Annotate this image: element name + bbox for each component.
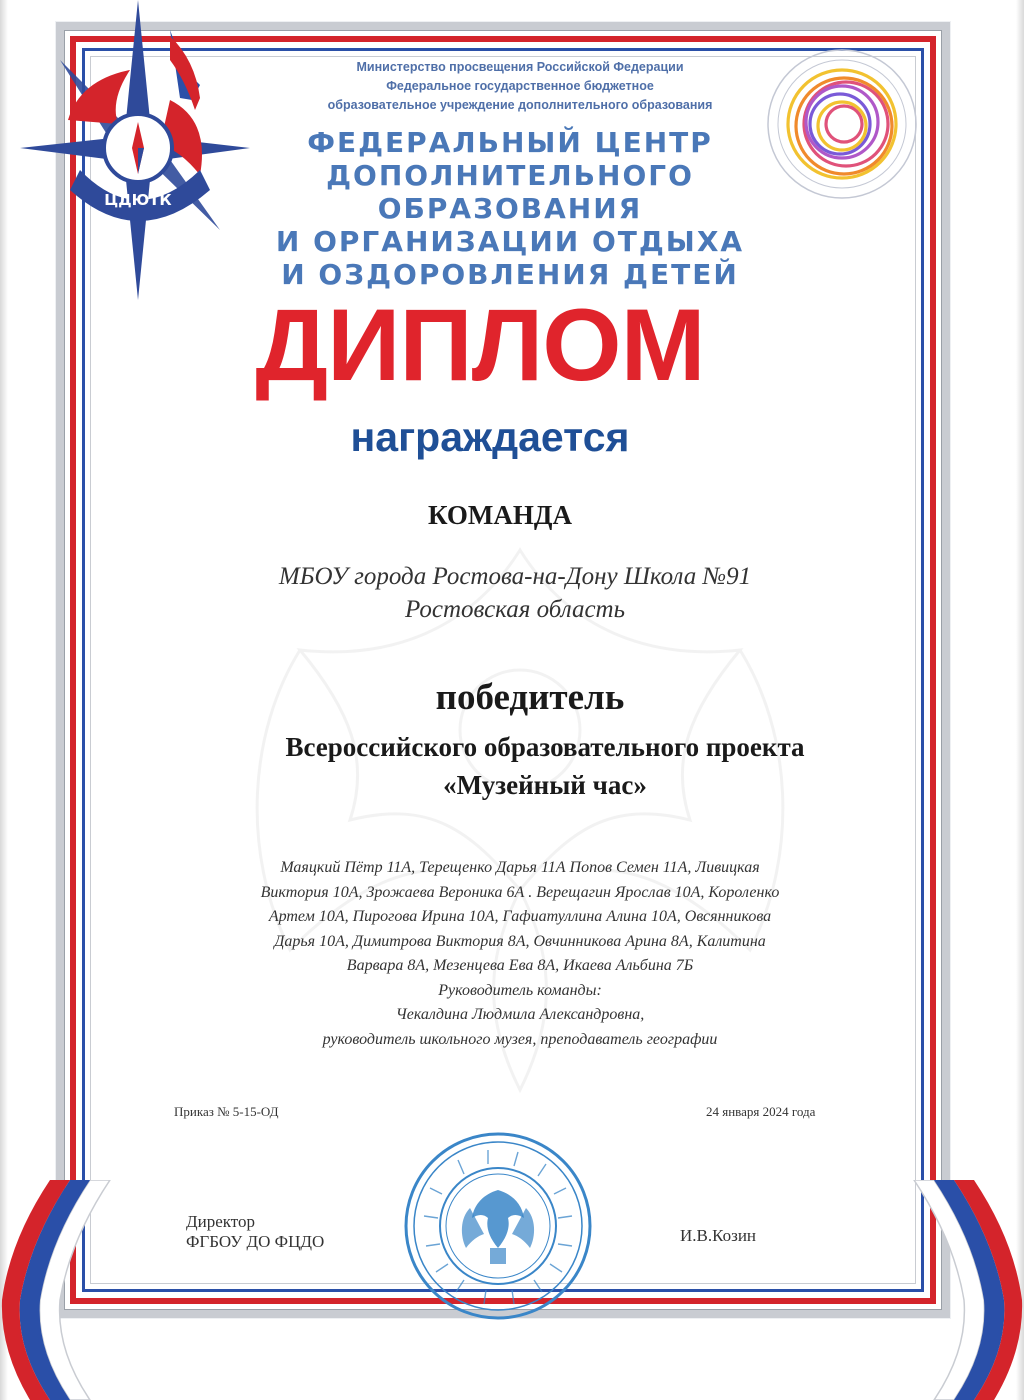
diploma-title: ДИПЛОМ xyxy=(255,288,705,402)
order-number: Приказ № 5-15-ОД xyxy=(174,1104,279,1119)
cdutk-logo-text: ЦДЮТК xyxy=(104,191,172,209)
team-leader-name: Чекалдина Людмила Александровна, xyxy=(395,1006,645,1023)
center-name xyxy=(230,126,790,291)
center-name-line-5: И ОЗДОРОВЛЕНИЯ ДЕТЕЙ xyxy=(281,258,739,291)
members-line-5: Варвара 8А, Мезенцева Ева 8А, Икаева Альбина 7Б xyxy=(346,957,694,974)
team-members xyxy=(150,856,890,1052)
ministry-line-2: Федеральное государственное бюджетное xyxy=(386,79,654,93)
project-name xyxy=(130,728,960,804)
team-label: КОМАНДА xyxy=(428,500,572,530)
director-title xyxy=(186,1212,324,1252)
ministry-header xyxy=(260,58,780,115)
eagle-watermark xyxy=(140,430,900,1190)
director-line-1: Директор xyxy=(186,1212,255,1231)
center-name-line-3: ОБРАЗОВАНИЯ xyxy=(377,192,643,225)
project-line-1: Всероссийского образовательного проекта xyxy=(285,732,805,762)
awarded-text: награждается xyxy=(350,414,630,460)
ribbon-right xyxy=(860,1180,1024,1400)
center-name-line-2: ДОПОЛНИТЕЛЬНОГО xyxy=(326,159,694,192)
project-line-2: «Музейный час» xyxy=(443,770,647,800)
school-line-1: МБОУ города Ростова-на-Дону Школа №91 xyxy=(278,563,752,590)
cdutk-logo xyxy=(20,0,250,305)
school-line-2: Ростовская область xyxy=(405,596,625,623)
center-name-line-4: И ОРГАНИЗАЦИИ ОТДЫХА xyxy=(275,225,745,258)
director-line-2: ФГБОУ ДО ФЦДО xyxy=(186,1232,325,1251)
issue-date: 24 января 2024 года xyxy=(706,1104,816,1119)
signer-name: И.В.Козин xyxy=(680,1226,757,1245)
official-seal xyxy=(400,1128,596,1324)
members-line-4: Дарья 10А, Димитрова Виктория 8А, Овчинникова Арина 8А, Калитина xyxy=(274,932,766,950)
ministry-line-3: образовательное учреждение дополнительного образования xyxy=(327,98,713,112)
school-name xyxy=(150,560,880,626)
members-line-1: Маяцкий Пётр 11А, Терещенко Дарья 11А Попов Семен 11А, Ливицкая xyxy=(280,859,760,876)
ministry-line-1: Министерство просвещения Российской Федерации xyxy=(356,60,684,74)
center-name-line-1: ФЕДЕРАЛЬНЫЙ ЦЕНТР xyxy=(307,126,713,159)
members-line-3: Артем 10А, Пирогова Ирина 10А, Гафиатуллина Алина 10А, Овсянникова xyxy=(268,908,772,925)
ribbon-left xyxy=(0,1180,160,1400)
members-line-2: Виктория 10А, Зрожаева Вероника 6А . Верещагин Ярослав 10А, Короленко xyxy=(260,883,780,901)
winner-title: победитель xyxy=(435,677,625,718)
team-leader-label: Руководитель команды: xyxy=(438,981,602,999)
team-leader-position: руководитель школьного музея, преподаватель географии xyxy=(322,1030,718,1048)
